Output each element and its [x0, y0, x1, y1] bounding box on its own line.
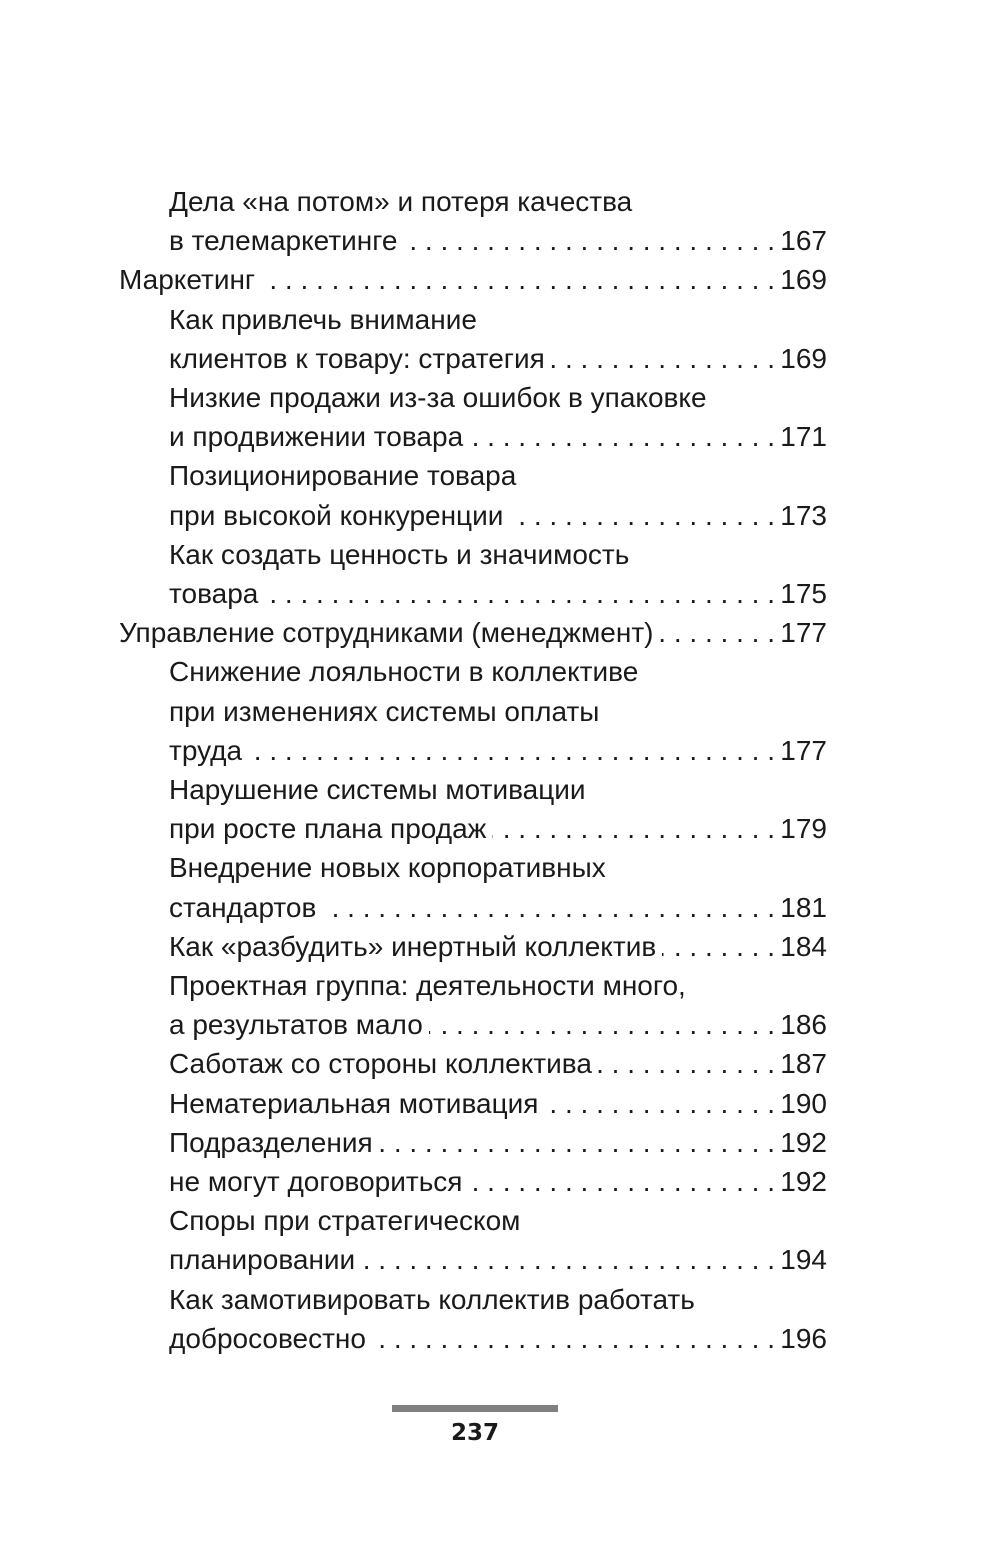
toc-entry-title: планировании	[169, 1244, 361, 1275]
toc-page-number: 192	[778, 1162, 827, 1202]
toc-page-number: 187	[778, 1044, 827, 1084]
toc-entry-title: при высокой конкуренции	[169, 500, 509, 531]
toc-page-number: 175	[778, 574, 827, 614]
toc-line	[169, 417, 827, 457]
toc-line	[169, 300, 827, 340]
toc-line	[169, 339, 827, 379]
toc-entry-title: добросовестно	[169, 1323, 372, 1354]
toc-line	[169, 1240, 827, 1280]
toc-entry-title: Внедрение новых корпоративных	[169, 852, 612, 883]
toc-entry-title: клиентов к товару: стратегия	[169, 343, 551, 374]
toc-line	[169, 1162, 827, 1202]
toc-entry-title: Низкие продажи из-за ошибок в упаковке	[169, 382, 713, 413]
toc-line	[169, 378, 827, 418]
toc-entry-title: и продвижении товара	[169, 421, 469, 452]
toc-page-number: 186	[778, 1005, 827, 1045]
toc-section-title: Управление сотрудниками (менеджмент)	[119, 617, 659, 648]
toc-entry-title: Снижение лояльности в коллективе	[169, 656, 644, 687]
toc-page-number: 194	[778, 1240, 827, 1280]
toc-line	[169, 1319, 827, 1359]
toc-entry-title: Как «разбудить» инертный коллектив	[169, 931, 662, 962]
toc-entry-title: Споры при стратегическом	[169, 1205, 526, 1236]
toc-entry-title: при росте плана продаж	[169, 813, 492, 844]
toc-line	[169, 848, 827, 888]
toc-page-number: 171	[778, 417, 827, 457]
toc-entry-title: Саботаж со стороны коллектива	[169, 1048, 598, 1079]
toc-line	[169, 809, 827, 849]
toc-entry-title: Нарушение системы мотивации	[169, 774, 592, 805]
toc-entry-title: Подразделения	[169, 1127, 379, 1158]
toc-line	[169, 574, 827, 614]
toc-line	[169, 966, 827, 1006]
toc-section-title: Маркетинг	[119, 264, 261, 295]
toc-entry-title: Нематериальная мотивация	[169, 1088, 544, 1119]
toc-entry-title: Как привлечь внимание	[169, 304, 483, 335]
toc-page-number: 192	[778, 1123, 827, 1163]
toc-line	[169, 731, 827, 771]
toc-entry-title: Дела «на потом» и потеря качества	[169, 186, 638, 217]
toc-line	[169, 1084, 827, 1124]
toc-line	[169, 535, 827, 575]
toc-line	[169, 1280, 827, 1320]
toc-entry-title: при изменениях системы оплаты	[169, 696, 605, 727]
page-number: 237	[450, 1420, 499, 1446]
toc-page-number: 177	[778, 731, 827, 771]
toc-page-number: 196	[778, 1319, 827, 1359]
toc-entry-title: Позиционирование товара	[169, 460, 522, 491]
toc-page-number: 184	[778, 927, 827, 967]
toc-line	[119, 613, 827, 653]
toc-entry-title: Как замотивировать коллектив работать	[169, 1284, 701, 1315]
toc-line	[169, 1201, 827, 1241]
toc-line	[169, 1005, 827, 1045]
dot-leader	[169, 731, 775, 771]
toc-page-number: 181	[778, 888, 827, 928]
toc-line	[169, 221, 827, 261]
toc-page-number: 177	[778, 613, 827, 653]
toc-entry-title: Проектная группа: деятельности много,	[169, 970, 692, 1001]
toc-page-number: 169	[778, 339, 827, 379]
toc-line	[169, 692, 827, 732]
toc-entry-title: Как создать ценность и значимость	[169, 539, 635, 570]
toc-line	[169, 182, 827, 222]
toc-entry-title: стандартов	[169, 892, 322, 923]
toc-page-number: 167	[778, 221, 827, 261]
toc-line	[169, 1123, 827, 1163]
toc-line	[169, 1044, 827, 1084]
toc-page-number: 169	[778, 260, 827, 300]
toc-entry-title: товара	[169, 578, 264, 609]
footer-rule	[392, 1405, 558, 1412]
toc-line	[169, 888, 827, 928]
toc-line	[169, 770, 827, 810]
toc-entry-title: а результатов мало	[169, 1009, 429, 1040]
toc-line	[169, 927, 827, 967]
toc-entry-title: в телемаркетинге	[169, 225, 403, 256]
toc-line	[119, 260, 827, 300]
toc-page-number: 173	[778, 496, 827, 536]
toc-entry-title: труда	[169, 735, 248, 766]
toc-entry-title: не могут договориться	[169, 1166, 468, 1197]
toc-line	[169, 456, 827, 496]
toc-page-number: 179	[778, 809, 827, 849]
toc-line	[169, 496, 827, 536]
toc-page-number: 190	[778, 1084, 827, 1124]
toc-line	[169, 652, 827, 692]
